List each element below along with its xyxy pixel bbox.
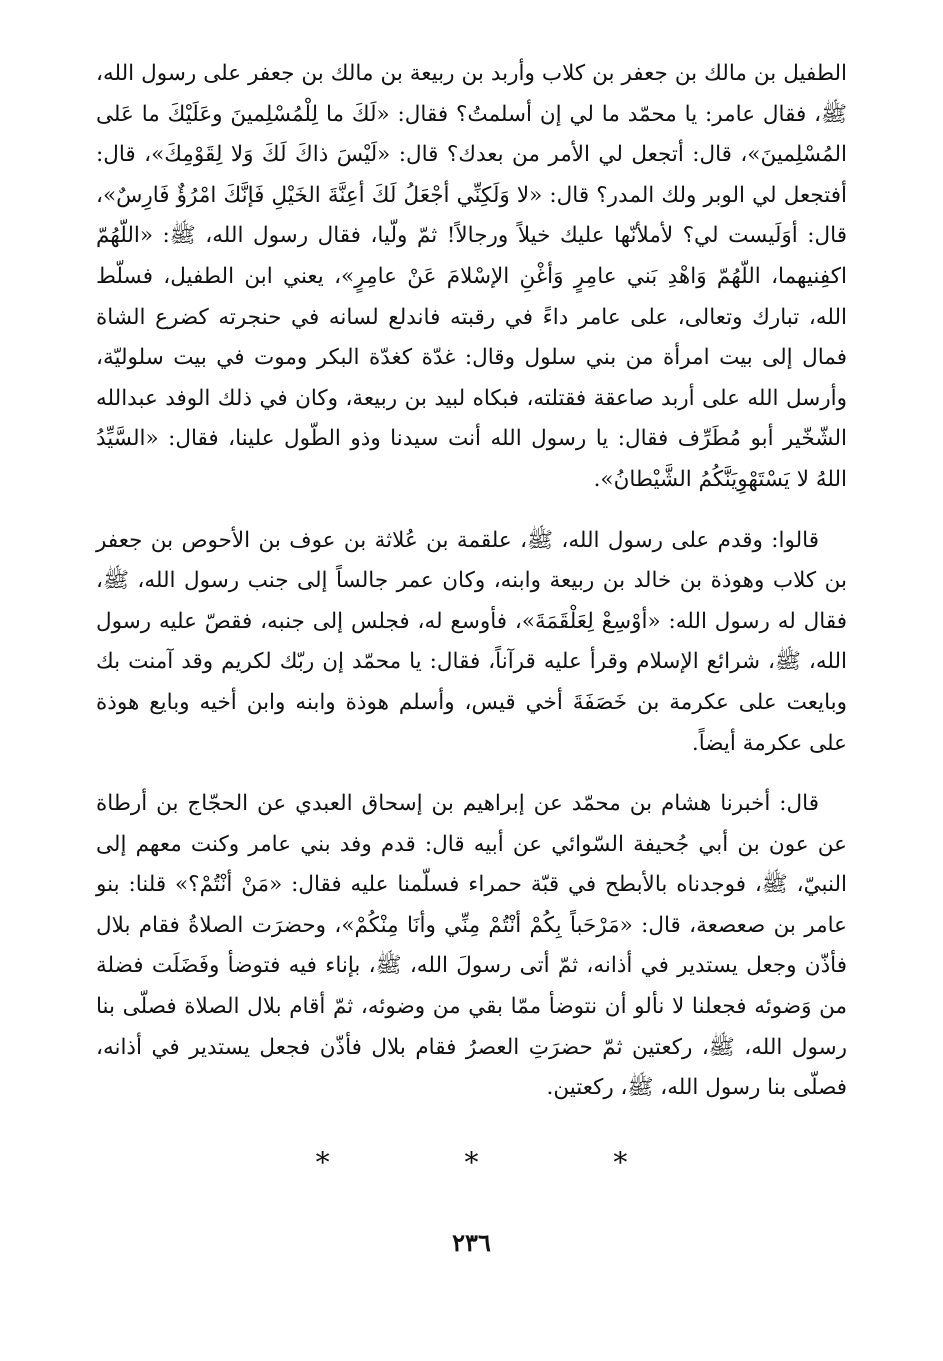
paragraph-3: قال: أخبرنا هشام بن محمّد عن إبراهيم بن إسحاق العبدي عن الحجّاج بن أرطاة عن عون بن أبي جُحيفة السّوائي عن أبيه قال: قدم وفد بني عامر وكنت معهم إلى النبيّ، ﷺ، فوجدناه بالأبطح في قبّة حمراء فسلّمنا عليه فقال: «مَنْ أنْتُمْ؟» قلنا: بنو عامر بن صعصعة، قال: «مَرْحَباً بِكُمْ أنْتُمْ مِنِّي وأنَا مِنْكُمْ»، وحضرَت الصلاةُ فقام بلال فأذّن وجعل يستدير في أذانه، ثمّ أتى رسولَ الله، ﷺ، بإناء فيه فتوضأ وفَضَلَت فضلة من وَضوئه فجعلنا لا نألو أن نتوضأ ممّا بقي من وضوئه، ثمّ أقام بلال الصلاة فصلّى بنا رسول الله، ﷺ، ركعتين ثمّ حضرَتِ العصرُ فقام بلال فأذّن فجعل يستدير في أذانه، فصلّى بنا رسول الله، ﷺ، ركعتين. [96, 791, 847, 1101]
section-separator [0, 1148, 943, 1178]
paragraph-2: قالوا: وقدم على رسول الله، ﷺ، علقمة بن عُلاثة بن عوف بن الأحوص بن جعفر بن كلاب وهوذة بن خالد بن ربيعة وابنه، وكان عمر جالساً إلى جنب رسول الله، ﷺ، فقال له رسول الله: «أوْسِعْ لِعَلْقَمَةَ»، فأوسع له، فجلس إلى جنبه، فقصّ عليه رسول الله، ﷺ، شرائع الإسلام وقرأ عليه قرآناً، فقال: يا محمّد إن ربّك لكريم وقد آمنت بك وبايعت على عكرمة بن خَصَفَةَ أخي قيس، وأسلم هوذة وابنه وابن أخيه وبايع هوذة على عكرمة أيضاً. [96, 527, 847, 756]
paragraph-1: الطفيل بن مالك بن جعفر بن كلاب وأربد بن ربيعة بن مالك بن جعفر على رسول الله، ﷺ، فقال عامر: يا محمّد ما لي إن أسلمتُ؟ فقال: «لَكَ ما لِلْمُسْلِمينَ وعَلَيْكَ ما عَلى المُسْلِمينَ»، قال: أتجعل لي الأمر من بعدك؟ قال: «لَيْسَ ذاكَ لَكَ وَلا لِقَوْمِكَ»، قال: أفتجعل لي الوبر ولك المدر؟ قال: «لا وَلَكِنِّي أجْعَلُ لَكَ أعِنَّةَ الخَيْلِ فَإنَّكَ امْرُؤٌ فَارِسٌ»، قال: أوَلَيست لي؟ لأملأنّها عليك خيلاً ورجالاً! ثمّ ولّيا، فقال رسول الله، ﷺ: «اللّهُمّ اكفِنيهما، اللّهُمّ وَاهْدِ بَني عامِرٍ وَأغْنِ الإسْلامَ عَنْ عامِرٍ»، يعني ابن الطفيل، فسلّط الله، تبارك وتعالى، على عامر داءً في رقبته فاندلع لسانه في حنجرته كضرع الشاة فمال إلى بيت امرأة من بني سلول وقال: غدّة كغدّة البكر وموت في بيت سلوليّة، وأرسل الله على أربد صاعقة فقتلته، فبكاه لبيد بن ربيعة، وكان في ذلك الوفد عبدالله الشّخّير أبو مُطَرِّف فقال: يا رسول الله أنت سيدنا وذو الطّول علينا، فقال: «السَّيِّدُ اللهُ لا يَسْتَهْوِيَنَّكُمُ الشَّيْطانُ». [96, 61, 847, 492]
separator-star: * [613, 1146, 628, 1179]
separator-star: * [315, 1146, 330, 1179]
body-text [96, 54, 847, 1109]
separator-star: * [464, 1146, 479, 1179]
page-number: ٢٣٦ [452, 1228, 491, 1257]
